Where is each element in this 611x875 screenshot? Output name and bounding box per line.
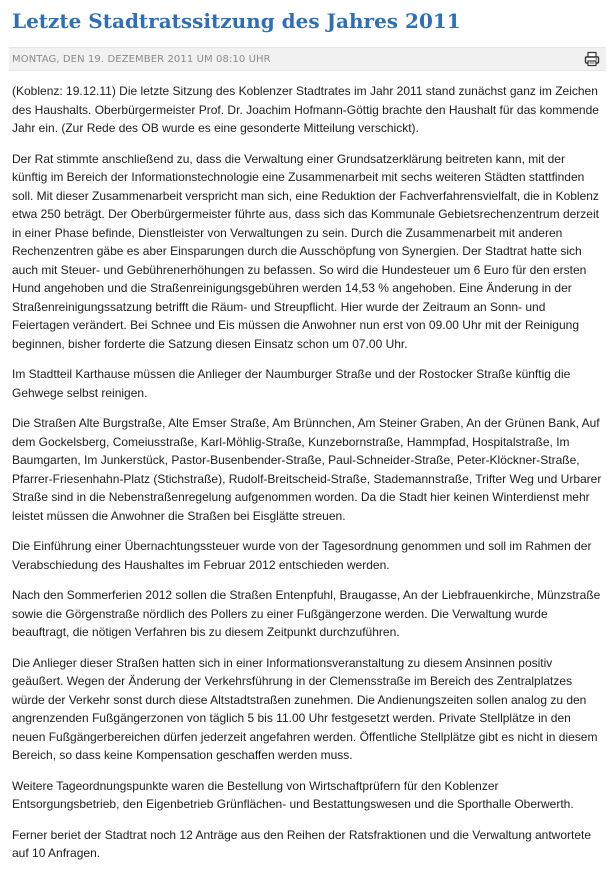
article xyxy=(9,0,606,875)
article-body xyxy=(12,82,602,863)
print-button[interactable] xyxy=(584,51,600,67)
paragraph: (Koblenz: 19.12.11) Die letzte Sitzung des Koblenzer Stadtrates im Jahr 2011 stand zunächst ganz im Zeichen des Haushalts. Oberbürgermeister Prof. Dr. Joachim Hofmann-Göttig brachte den Haushalt für das kommende Jahr ein. (Zur Rede des OB wurde es eine gesonderte Mitteilung verschickt). xyxy=(12,84,599,135)
paragraph: Der Rat stimmte anschließend zu, dass die Verwaltung einer Grundsatzerklärung beitreten kann, mit der künftig im Bereich der Informationstechnologie eine Zusammenarbeit mit sechs weiteren Städten stattfinden soll. Mit dieser Zusammenarbeit verspricht man sich, eine Reduktion der Fachverfahrensvielfalt, die in Koblenz etwa 250 beträgt. Der Oberbürgermeister führte aus, dass sich das Kommunale Gebietsrechenzentrum derzeit in einer Phase befinde, Dienstleister von Verwaltungen zu sein. Durch die Zusammenarbeit mit anderen Rechenzentren gäbe es aber Einsparungen durch die Ausschöpfung von Synergien. Der Stadtrat hatte sich auch mit Steuer- und Gebührenerhöhungen zu befassen. So wird die Hundesteuer um 6 Euro für den ersten Hund angehoben und die Straßenreinigungsgebühren werden 14,53 % angehoben. Eine Änderung in der Straßenreinigungssatzung betrifft die Räum- und Streupflicht. Hier wurde der Zeitraum an Sonn- und Feiertagen verändert. Bei Schnee und Eis müssen die Anwohner nun erst von 09.00 Uhr mit der Reinigung beginnen, bisher forderte die Satzung diesen Einsatz schon um 07.00 Uhr. xyxy=(12,151,599,351)
article-title: Letzte Stadtratssitzung des Jahres 2011 xyxy=(12,9,461,33)
print-icon[interactable] xyxy=(584,51,600,67)
article-meta-bar xyxy=(9,47,606,71)
paragraph: Die Anlieger dieser Straßen hatten sich in einer Informationsveranstaltung zu diesem Ansinnen positiv geäußert. Wegen der Änderung der Verkehrsführung in der Clemensstraße im Bereich des Zentralplatzes würde der Verkehr sonst durch diese Altstadtstraßen zunehmen. Die Andienungszeiten sollen analog zu den angrenzenden Fußgängerzonen von täglich 5 bis 11.00 Uhr festgesetzt werden. Private Stellplätze in den neuen Fußgängerbereichen dürfen jederzeit angefahren werden. Öffentliche Stellplätze gibt es nicht in diesem Bereich, so dass keine Kompensation geschaffen werden muss. xyxy=(12,655,598,762)
publish-date: MONTAG, DEN 19. DEZEMBER 2011 UM 08:10 UHR xyxy=(12,53,271,65)
paragraph: Die Straßen Alte Burgstraße, Alte Emser Straße, Am Brünnchen, Am Steiner Graben, An der Grünen Bank, Auf dem Gockelsberg, Comeiusstraße, Karl-Möhlig-Straße, Kunzebornstraße, Hammpfad, Hospitalstraße, Im Baumgarten, Im Junkerstück, Pastor-Busenbender-Straße, Paul-Schneider-Straße, Peter-Klöckner-Straße, Pfarrer-Friesenhahn-Platz (Stichstraße), Rudolf-Breitscheid-Straße, Stademannstraße, Trifter Weg und Urbarer Straße sind in die Nebenstraßenregelung aufgenommen worden. Da die Stadt hier keinen Winterdienst mehr leistet müssen die Anwohner die Straßen bei Eisglätte streuen. xyxy=(12,416,602,523)
paragraph: Ferner beriet der Stadtrat noch 12 Anträge aus den Reihen der Ratsfraktionen und die Verwaltung antwortete auf 10 Anfragen. xyxy=(12,827,592,860)
paragraph: Weitere Tageordnungspunkte waren die Bestellung von Wirtschaftprüfern für den Koblenzer Entsorgungsbetrieb, den Eigenbetrieb Grünflächen- und Bestattungswesen und die Sporthalle Oberwerth. xyxy=(12,778,574,811)
paragraph: Nach den Sommerferien 2012 sollen die Straßen Entenpfuhl, Braugasse, An der Liebfrauenkirche, Münzstraße sowie die Görgenstraße nördlich des Pollers zu einer Fußgängerzone werden. Die Verwaltung wurde beauftragt, die nötigen Verfahren bis zu diesem Zeitpunkt durchzuführen. xyxy=(12,588,601,639)
paragraph: Die Einführung einer Übernachtungssteuer wurde von der Tagesordnung genommen und soll im Rahmen der Verabschiedung des Haushaltes im Februar 2012 entschieden werden. xyxy=(12,539,592,572)
paragraph: Im Stadtteil Karthause müssen die Anlieger der Naumburger Straße und der Rostocker Straße künftig die Gehwege selbst reinigen. xyxy=(12,367,571,400)
